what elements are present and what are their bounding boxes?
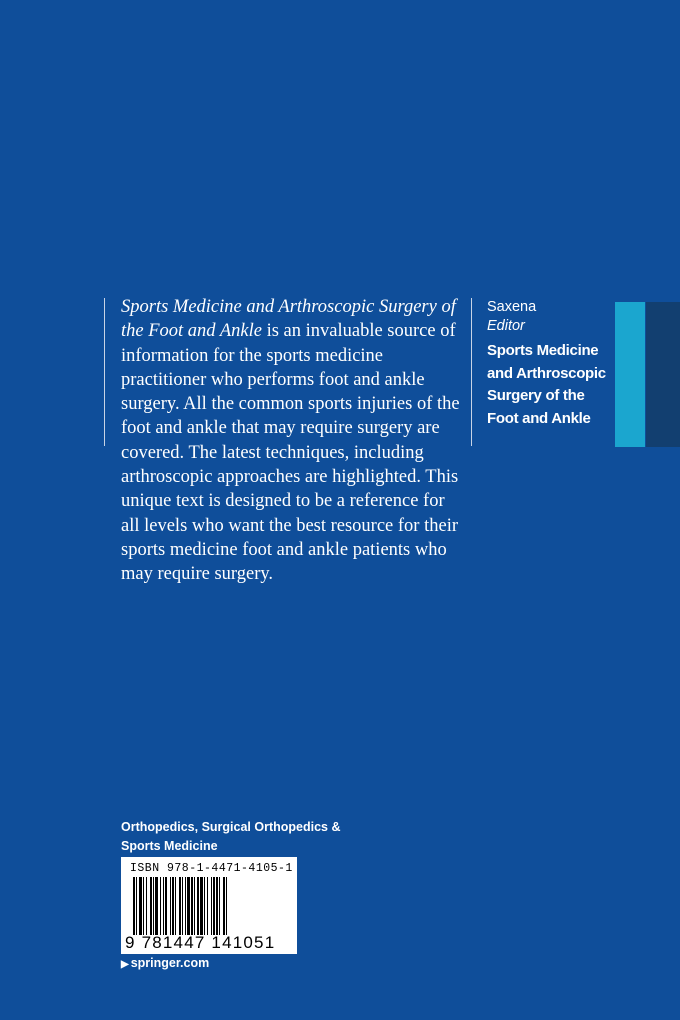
subject-category: Orthopedics, Surgical Orthopedics & Sports Medicine bbox=[121, 820, 341, 853]
spine-divider-rule bbox=[471, 298, 472, 446]
back-cover-blurb bbox=[121, 295, 461, 587]
accent-band-dark bbox=[646, 302, 680, 447]
spine-book-title: Sports Medicine and Arthroscopic Surgery of the Foot and Ankle bbox=[487, 342, 606, 427]
blurb-book-title: Sports Medicine and Arthroscopic Surgery of the Foot and Ankle bbox=[121, 297, 456, 342]
barcode-panel bbox=[121, 857, 297, 954]
accent-band-light bbox=[615, 302, 645, 447]
blurb-body: is an invaluable source of information for the sports medicine practitioner who performs foot and ankle surgery. All the common sports injuries of the foot and ankle that may require surgery are covered. The latest techniques, including arthroscopic approaches are highlighted. This unique text is designed to be a reference for all levels who want the best resource for their sports medicine foot and ankle patients who may require surgery. bbox=[121, 321, 460, 585]
spine-info bbox=[487, 298, 617, 430]
website-link[interactable] bbox=[121, 956, 209, 970]
play-arrow-icon: ▶ bbox=[121, 959, 129, 970]
isbn-label: ISBN 978-1-4471-4105-1 bbox=[130, 862, 293, 875]
barcode-digits: 9 781447 141051 bbox=[125, 933, 276, 952]
website-url: springer.com bbox=[130, 956, 210, 970]
barcode-icon bbox=[133, 877, 285, 935]
author-name: Saxena bbox=[487, 299, 537, 315]
editor-role: Editor bbox=[487, 318, 525, 334]
left-divider-rule bbox=[104, 298, 105, 446]
